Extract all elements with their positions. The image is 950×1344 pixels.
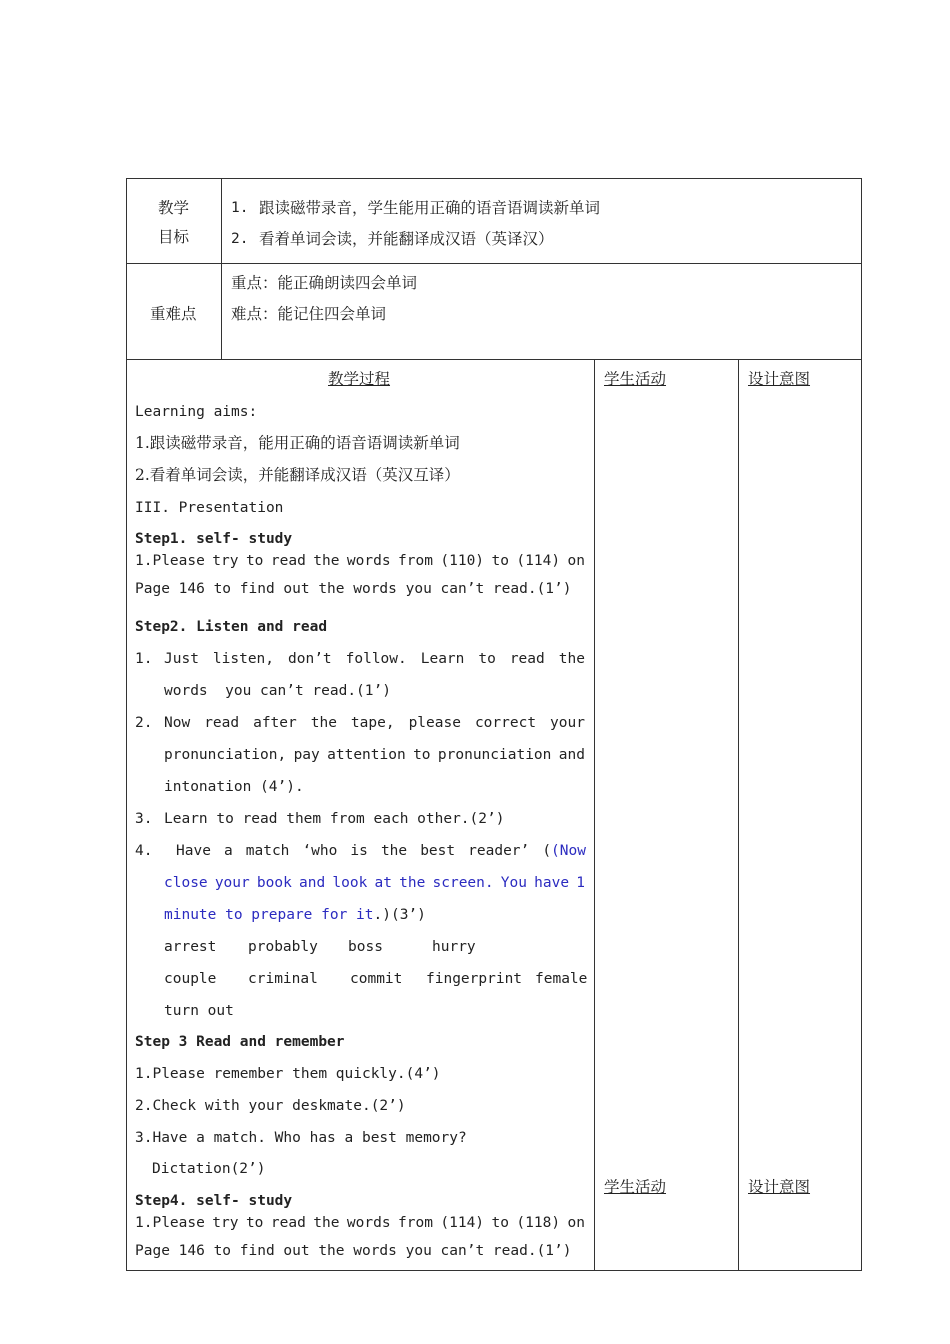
table-border-left — [126, 178, 127, 1271]
vocab-word: female — [535, 971, 588, 987]
word: close — [164, 875, 208, 891]
step2-item2-line2 — [164, 746, 585, 764]
word: words — [346, 553, 391, 569]
word: listen, — [212, 651, 275, 667]
step4-line2: Page 146 to find out the words you can’t read.(1’) — [135, 1243, 572, 1259]
word: to — [491, 1215, 509, 1231]
word: 1.Please — [135, 553, 205, 569]
objective-2-number: 2. — [231, 231, 249, 247]
word: book — [256, 875, 292, 891]
step2-title: Step2. Listen and read — [135, 619, 328, 635]
word: ((Now — [542, 843, 586, 859]
step1-line1 — [135, 552, 585, 570]
table-border-bottom — [126, 1270, 862, 1271]
word: ‘who — [302, 843, 338, 859]
vocab-word: arrest — [164, 939, 217, 955]
step1-line2: Page 146 to find out the words you can’t read.(1’) — [135, 581, 572, 597]
word: try — [212, 553, 239, 569]
word: tape, — [350, 715, 395, 731]
step2-item1-line2: words you can’t read.(1’) — [164, 683, 391, 699]
word: the — [558, 651, 585, 667]
design-intent-header: 设计意图 — [748, 370, 811, 388]
word: best — [420, 843, 456, 859]
word: at — [374, 875, 392, 891]
word: to — [413, 747, 431, 763]
word: screen. — [432, 875, 494, 891]
objective-1-number: 1. — [231, 200, 249, 216]
activity-column-divider — [738, 359, 739, 1271]
word: (110) — [440, 553, 485, 569]
word: the — [313, 553, 340, 569]
word: from — [398, 1215, 433, 1231]
word: read — [270, 553, 306, 569]
word: read — [509, 651, 545, 667]
student-activity-header: 学生活动 — [604, 370, 667, 388]
objective-1-text: 跟读磁带录音，学生能用正确的语音语调读新单词 — [259, 199, 601, 217]
step1-title: Step1. self- study — [135, 531, 293, 547]
step4-line1 — [135, 1214, 585, 1232]
step2-item4-line3 — [164, 906, 426, 924]
table-border-row1 — [126, 263, 862, 264]
step2-item1-number: 1. — [135, 651, 153, 667]
learning-aims-title: Learning aims: — [135, 404, 258, 420]
word: and — [299, 875, 326, 891]
step2-item1-line1 — [164, 650, 585, 668]
word: on — [567, 1215, 585, 1231]
step3-title: Step 3 Read and remember — [135, 1034, 345, 1050]
vocab-word: probably — [248, 939, 318, 955]
vocab-word: fingerprint — [426, 971, 523, 987]
step4-title: Step4. self- study — [135, 1193, 293, 1209]
vocab-word: turn out — [164, 1003, 234, 1019]
word: to — [478, 651, 496, 667]
table-border-top — [126, 178, 862, 179]
step2-item3-text: Learn to read them from each other.(2’) — [164, 811, 505, 827]
word: look — [332, 875, 368, 891]
step2-item4-number: 4. — [135, 843, 153, 859]
design-intent-header-repeat: 设计意图 — [748, 1178, 811, 1196]
step3-item3: 3.Have a match. Who has a best memory? — [135, 1130, 467, 1146]
word: Now — [164, 715, 191, 731]
word: from — [398, 553, 433, 569]
word: correct — [474, 715, 537, 731]
label-column-divider — [221, 178, 222, 360]
word: have — [534, 875, 570, 891]
learning-aim-2: 2.看着单词会读，并能翻译成汉语（英汉互译） — [135, 466, 460, 484]
word: match — [245, 843, 290, 859]
word: the — [310, 715, 337, 731]
objective-2-text: 看着单词会读，并能翻译成汉语（英译汉） — [259, 230, 554, 248]
word: to — [245, 1215, 264, 1231]
process-header: 教学过程 — [328, 370, 391, 388]
word: follow. — [345, 651, 407, 667]
vocab-word: couple — [164, 971, 217, 987]
difficulty-text: 难点：能记住四会单词 — [231, 305, 387, 323]
word: a — [223, 843, 233, 859]
word: words — [346, 1215, 391, 1231]
learning-aim-1: 1.跟读磁带录音，能用正确的语音语调读新单词 — [135, 434, 460, 452]
word: (114) — [440, 1215, 485, 1231]
word: on — [567, 553, 585, 569]
word: Learn — [420, 651, 465, 667]
word: attention — [327, 747, 406, 763]
word: the — [399, 875, 426, 891]
word: the — [313, 1215, 340, 1231]
word: reader’ — [468, 843, 530, 859]
word: to — [491, 553, 509, 569]
step3-item4: Dictation(2’) — [152, 1161, 266, 1177]
objectives-label-line1: 教学 — [158, 199, 190, 217]
word: (118) — [516, 1215, 561, 1231]
word: after — [253, 715, 297, 731]
presentation-heading: III. Presentation — [135, 500, 284, 516]
word: to — [245, 553, 264, 569]
step2-item2-line3: intonation (4’). — [164, 779, 304, 795]
word: your — [214, 875, 250, 891]
vocab-word: hurry — [432, 939, 476, 955]
word: please — [408, 715, 461, 731]
word: don’t — [288, 651, 332, 667]
table-border-row2 — [126, 359, 862, 360]
vocab-word: criminal — [248, 971, 318, 987]
step2-item3-number: 3. — [135, 811, 153, 827]
step3-item1: 1.Please remember them quickly.(4’) — [135, 1066, 441, 1082]
word-blue: (Now — [551, 843, 586, 859]
word: Just — [164, 651, 199, 667]
word: Have — [176, 843, 211, 859]
word: your — [550, 715, 585, 731]
key-points-label: 重难点 — [150, 305, 197, 323]
vocab-word: boss — [348, 939, 383, 955]
word: read — [204, 715, 240, 731]
table-border-right — [861, 178, 862, 1271]
word: read — [270, 1215, 306, 1231]
blue-instruction-text: minute to prepare for it — [164, 907, 374, 923]
process-column-divider — [594, 359, 595, 1271]
word: pay — [293, 747, 320, 763]
word: try — [212, 1215, 239, 1231]
word: is — [350, 843, 368, 859]
word: 1 — [576, 875, 585, 891]
student-activity-header-repeat: 学生活动 — [604, 1178, 667, 1196]
vocab-word: commit — [350, 971, 403, 987]
step2-item4-line2 — [164, 874, 585, 892]
step2-item2-line1 — [164, 714, 585, 732]
step3-item2: 2.Check with your deskmate.(2’) — [135, 1098, 406, 1114]
timing-text: .)(3’) — [373, 907, 426, 923]
word: You — [500, 875, 527, 891]
word: the — [380, 843, 408, 859]
word: (114) — [516, 553, 561, 569]
step2-item2-number: 2. — [135, 715, 153, 731]
key-point-text: 重点：能正确朗读四会单词 — [231, 274, 418, 292]
objectives-label-line2: 目标 — [158, 228, 190, 246]
word: pronunciation — [437, 747, 552, 763]
step2-item4-line1 — [176, 842, 586, 860]
word: 1.Please — [135, 1215, 205, 1231]
word: and — [558, 747, 585, 763]
word: pronunciation, — [164, 747, 287, 763]
